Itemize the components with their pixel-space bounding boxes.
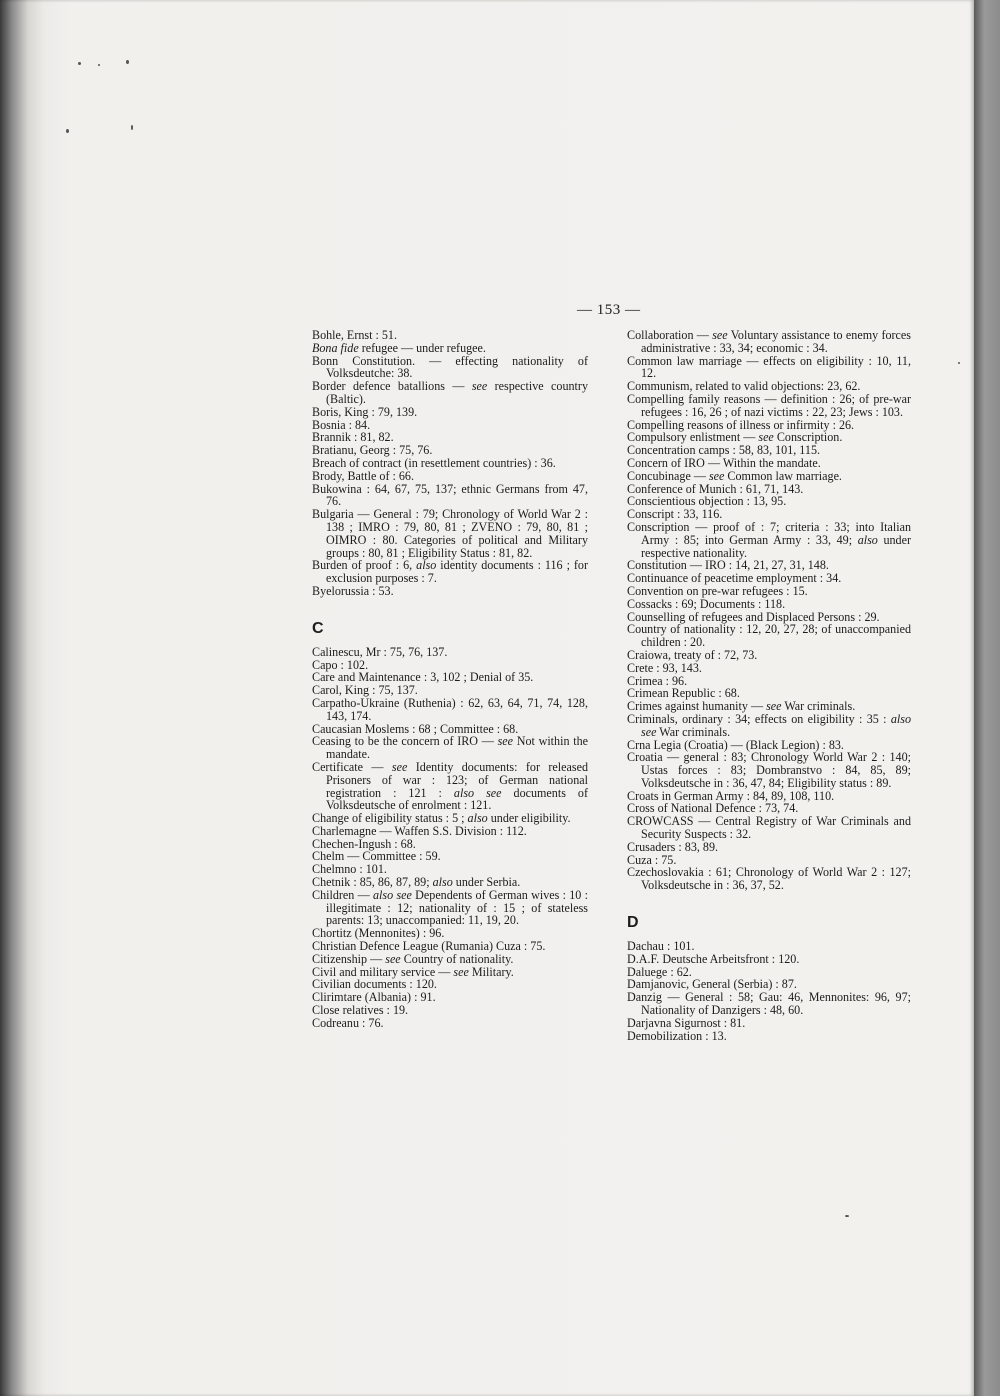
index-entry: Capo : 102.	[312, 657, 369, 672]
index-entry: Concern of IRO — Within the mandate.	[627, 455, 821, 470]
index-entry: Christian Defence League (Rumania) Cuza : 75.	[312, 939, 546, 954]
index-entry: Bratianu, Georg : 75, 76.	[312, 443, 433, 458]
index-entry: Breach of contract (in resettlement countries) : 36.	[312, 455, 556, 470]
page-speck	[78, 62, 81, 65]
index-entry: Civil and military service — see Military.	[312, 964, 514, 979]
index-entry: Compulsory enlistment — see Conscription.	[627, 430, 843, 445]
index-entry: Crimea : 96.	[627, 673, 688, 688]
index-entry: Criminals, ordinary : 34; effects on eligibility : 35 : also see War criminals.	[627, 711, 911, 739]
index-entry: Craiowa, treaty of : 72, 73.	[627, 647, 758, 662]
index-entry: Crusaders : 83, 89.	[627, 839, 719, 854]
page-speck	[131, 125, 133, 130]
index-entry: Care and Maintenance : 3, 102 ; Denial of 35.	[312, 670, 534, 685]
index-entry: Close relatives : 19.	[312, 1003, 409, 1018]
index-group-c	[312, 646, 588, 1030]
index-entry: Byelorussia : 53.	[312, 583, 394, 598]
index-entry: Codreanu : 76.	[312, 1015, 384, 1030]
index-entry: Carpatho-Ukraine (Ruthenia) : 62, 63, 64, 71, 74, 128, 143, 174.	[312, 695, 588, 723]
index-entry: Conference of Munich : 61, 71, 143.	[627, 481, 804, 496]
index-entry: Caucasian Moslems : 68 ; Committee : 68.	[312, 721, 519, 736]
index-entry: Continuance of peacetime employment : 34.	[627, 571, 842, 586]
page-speck	[98, 64, 100, 66]
page-number: — 153 —	[577, 302, 641, 318]
index-entry: Croatia — general : 83; Chronology World War 2 : 140; Ustas forces : 83; Dombranstvo : 84, 85, 89; Volksdeutsche in : 36, 47, 84; Eligibility status : 89.	[627, 750, 911, 790]
index-entry: Convention on pre-war refugees : 15.	[627, 583, 808, 598]
section-heading-d: D	[627, 914, 639, 932]
index-entry: Bona fide refugee — under refugee.	[312, 340, 486, 355]
index-entry: Cuza : 75.	[627, 852, 677, 867]
page-speck	[958, 362, 960, 364]
index-entry: Constitution — IRO : 14, 21, 27, 31, 148.	[627, 558, 829, 573]
index-entry: Communism, related to valid objections: 23, 62.	[627, 379, 861, 394]
index-entry: Collaboration — see Voluntary assistance to enemy forces administrative : 33, 34; economic : 34.	[627, 328, 911, 355]
index-entry: Clirimtare (Albania) : 91.	[312, 990, 436, 1005]
index-entry: Calinescu, Mr : 75, 76, 137.	[312, 644, 448, 659]
index-entry: Conscription — proof of : 7; criteria : 33; into Italian Army : 85; into German Army : 33, 49; also under respective nationality.	[627, 519, 911, 560]
index-group-d	[627, 940, 911, 1042]
index-entry: Concentration camps : 58, 83, 101, 115.	[627, 443, 821, 458]
index-entry: Conscript : 33, 116.	[627, 507, 723, 522]
index-entry: Bonn Constitution. — effecting nationality of Volksdeutche: 38.	[312, 353, 588, 381]
page-speck	[66, 129, 69, 133]
index-group-b	[312, 329, 588, 598]
index-entry: Certificate — see Identity documents: for released Prisoners of war : 123; of German national registration : 121 : also see documents of Volksdeutsche of enrolment : 121.	[312, 759, 588, 813]
index-entry: Common law marriage — effects on eligibility : 10, 11, 12.	[627, 353, 911, 381]
index-entry: Cross of National Defence : 73, 74.	[627, 801, 799, 816]
index-entry: Brody, Battle of : 66.	[312, 468, 414, 483]
index-entry: Border defence batallions — see respective country (Baltic).	[312, 379, 588, 406]
index-entry: Bohle, Ernst : 51.	[312, 328, 397, 342]
index-entry: Charlemagne — Waffen S.S. Division : 112.	[312, 823, 527, 838]
index-entry: Chelm — Committee : 59.	[312, 849, 441, 864]
index-entry: Conscientious objection : 13, 95.	[627, 494, 787, 509]
index-entry: Concubinage — see Common law marriage.	[627, 468, 842, 483]
index-entry: Burden of proof : 6, also identity documents : 116 ; for exclusion purposes : 7.	[312, 558, 589, 586]
index-entry: Chortitz (Mennonites) : 96.	[312, 926, 445, 941]
index-entry: Change of eligibility status : 5 ; also under eligibility.	[312, 811, 571, 826]
index-entry: Darjavna Sigurnost : 81.	[627, 1015, 746, 1030]
page-speck	[126, 60, 129, 64]
index-entry: Chetnik : 85, 86, 87, 89; also under Serbia.	[312, 875, 521, 890]
index-entry: Czechoslovakia : 61; Chronology of World War 2 : 127; Volksdeutsche in : 36, 37, 52.	[627, 865, 911, 893]
index-column-left	[312, 329, 588, 1030]
index-group-c-continued	[627, 329, 911, 892]
index-column-right	[627, 329, 911, 1042]
index-entry: Demobilization : 13.	[627, 1028, 727, 1043]
section-heading-c: C	[312, 619, 324, 637]
index-entry: Damjanovic, General (Serbia) : 87.	[627, 977, 797, 992]
index-entry: Dachau : 101.	[627, 939, 695, 954]
index-entry: Brannik : 81, 82.	[312, 430, 394, 445]
index-entry: D.A.F. Deutsche Arbeitsfront : 120.	[627, 951, 800, 966]
index-entry: Croats in German Army : 84, 89, 108, 110.	[627, 788, 835, 803]
index-entry: Children — also see Dependents of German wives : 10 : illegitimate : 12; nationality of : 15 ; of stateless parents: 13; unaccompanied: 11, 19, 20.	[312, 887, 588, 928]
index-entry: Compelling reasons of illness or infirmity : 26.	[627, 417, 855, 432]
index-entry: Chechen-Ingush : 68.	[312, 836, 416, 851]
index-entry: Bosnia : 84.	[312, 417, 371, 432]
index-entry: Bukowina : 64, 67, 75, 137; ethnic Germans from 47, 76.	[312, 481, 588, 509]
index-entry: Crimes against humanity — see War criminals.	[627, 699, 856, 714]
index-entry: Chelmno : 101.	[312, 862, 387, 877]
index-entry: Counselling of refugees and Displaced Persons : 29.	[627, 609, 880, 624]
index-entry: Cossacks : 69; Documents : 118.	[627, 596, 786, 611]
page-edge	[974, 0, 1000, 1396]
page-speck	[845, 1215, 849, 1217]
index-entry: Citizenship — see Country of nationality.	[312, 951, 514, 966]
index-entry: Compelling family reasons — definition : 26; of pre-war refugees : 16, 26 ; of nazi victims : 22, 23; Jews : 103.	[627, 391, 911, 419]
index-entry: Crimean Republic : 68.	[627, 686, 740, 701]
index-entry: Civilian documents : 120.	[312, 977, 437, 992]
index-entry: Crna Legia (Croatia) — (Black Legion) : 83.	[627, 737, 844, 752]
index-entry: Bulgaria — General : 79; Chronology of World War 2 : 138 ; IMRO : 79, 80, 81 ; ZVENO : 79, 80, 81 ; OIMRO : 80. Categories of political and Military groups : 80, 81 ; Eligibility Status : 81, 82.	[312, 507, 588, 560]
index-entry: Crete : 93, 143.	[627, 660, 702, 675]
index-entry: Daluege : 62.	[627, 964, 692, 979]
index-entry: Danzig — General : 58; Gau: 46, Mennonites: 96, 97; Nationality of Danzigers : 48, 60.	[627, 990, 911, 1018]
index-entry: CROWCASS — Central Registry of War Criminals and Security Suspects : 32.	[627, 814, 911, 842]
index-entry: Carol, King : 75, 137.	[312, 683, 418, 698]
index-entry: Country of nationality : 12, 20, 27, 28; of unaccompanied children : 20.	[627, 622, 911, 650]
index-entry: Boris, King : 79, 139.	[312, 404, 418, 419]
index-entry: Ceasing to be the concern of IRO — see Not within the mandate.	[312, 734, 588, 762]
